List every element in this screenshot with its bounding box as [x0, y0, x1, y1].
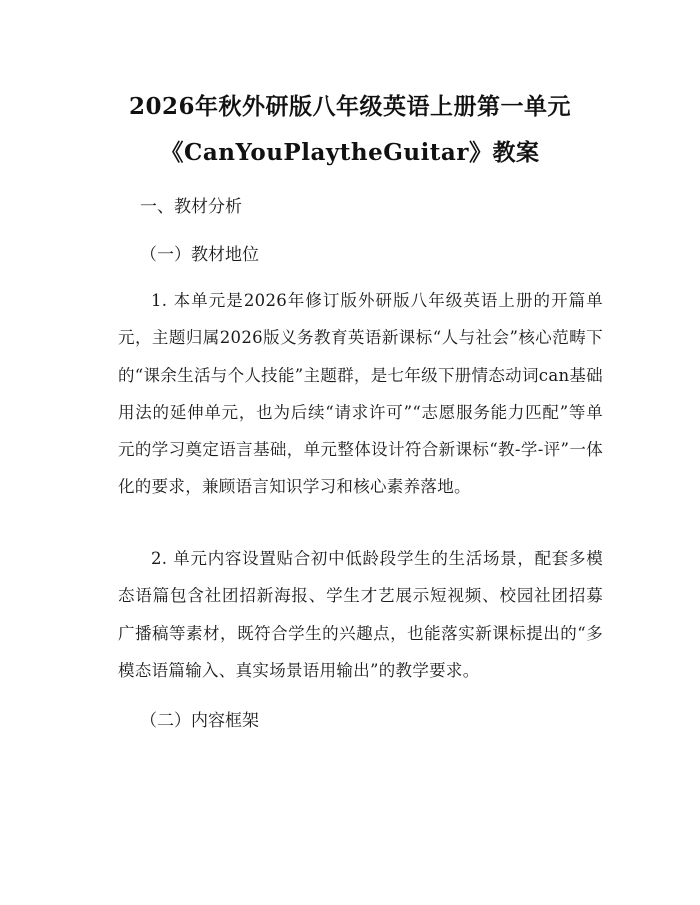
subsection-heading-content-framework: （二）内容框架 — [140, 711, 259, 731]
section-heading-textbook-analysis: 一、教材分析 — [140, 197, 242, 217]
paragraph-unit-position: 1. 本单元是2026年修订版外研版八年级英语上册的开篇单元，主题归属2026版义务教育英语新课标“人与社会”核心范畴下的“课余生活与个人技能”主题群，是七年级下册情态动词can基础用法的延伸单元，也为后续“请求许可”“志愿服务能力匹配”等单元的学习奠定语言基础，单元整体设计符合新课标“教-学-评”一体化的要求，兼顾语言知识学习和核心素养落地。 — [118, 291, 603, 497]
paragraph-unit-content: 2. 单元内容设置贴合初中低龄段学生的生活场景，配套多模态语篇包含社团招新海报、学生才艺展示短视频、校园社团招募广播稿等素材，既符合学生的兴趣点，也能落实新课标提出的“多模态语篇输入、真实场景语用输出”的教学要求。 — [118, 549, 603, 680]
document-title-line-1: 2026年秋外研版八年级英语上册第一单元 — [128, 93, 571, 120]
document-title-line-2: 《CanYouPlaytheGuitar》教案 — [160, 139, 540, 166]
subsection-heading-textbook-status: （一）教材地位 — [140, 245, 259, 265]
